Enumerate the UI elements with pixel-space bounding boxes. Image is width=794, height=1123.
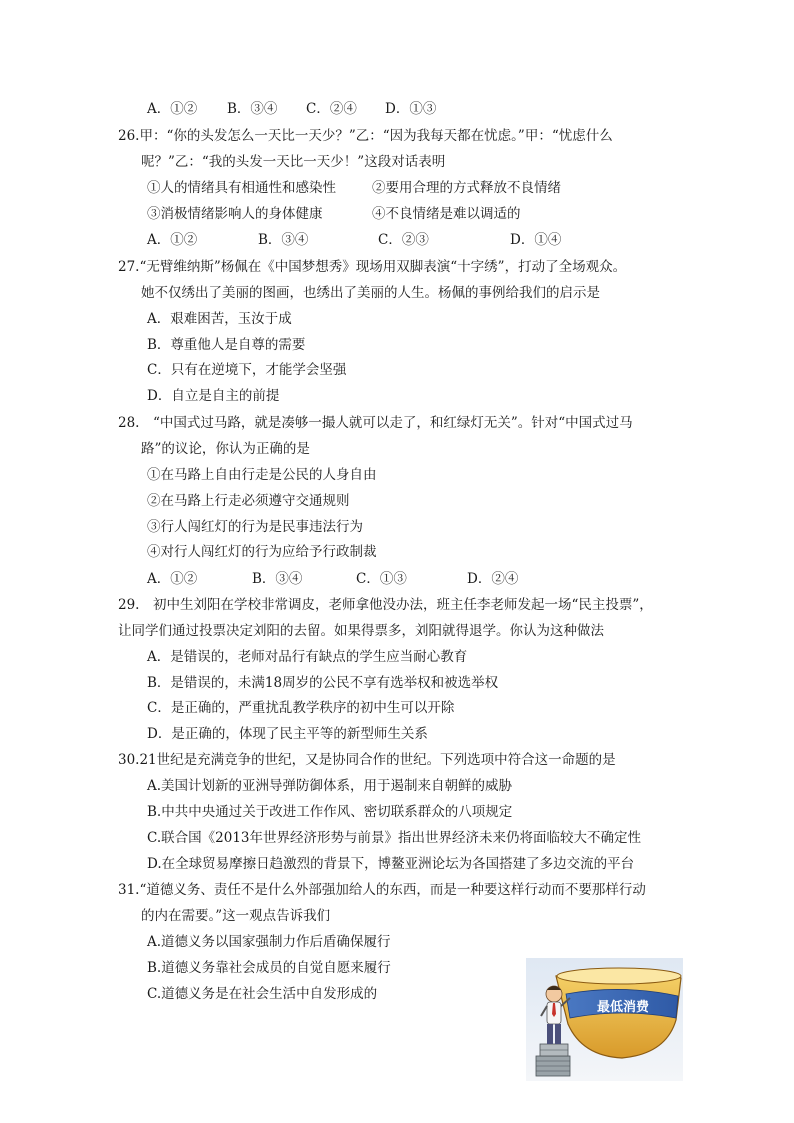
q31-option-c: C.道德义务是在社会生活中自发形成的	[147, 986, 378, 1002]
q27-stem-line1: 27.“无臂维纳斯”杨佩在《中国梦想秀》现场用双脚表演“十字绣”，打动了全场观众。	[118, 259, 627, 275]
q29-option-a: A．是错误的，老师对品行有缺点的学生应当耐心教育	[147, 649, 468, 665]
q28-stem-line2: 路”的议论，你认为正确的是	[141, 441, 310, 457]
q31-stem-line1: 31.“道德义务、责任不是什么外部强加给人的东西，而是一种要这样行动而不要那样行动	[118, 882, 646, 898]
q29-option-c: C．是正确的，严重扰乱教学秩序的初中生可以开除	[147, 700, 455, 716]
q26-statements-row2	[147, 205, 521, 223]
q25-option-c: C．②④	[306, 101, 357, 117]
q27-stem-line2: 她不仅绣出了美丽的图画，也绣出了美丽的人生。杨佩的事例给我们的启示是	[141, 285, 600, 301]
q27-option-c: C．只有在逆境下，才能学会坚强	[147, 362, 347, 378]
q28-statement-2: ②在马路上行走必须遵守交通规则	[147, 493, 350, 509]
q29-stem-line1: 29. 初中生刘阳在学校非常调皮，老师拿他没办法，班主任李老师发起一场“民主投票”，	[118, 597, 653, 613]
q28-stem-line1: 28. “中国式过马路，就是凑够一撮人就可以走了，和红绿灯无关”。针对“中国式过马	[118, 415, 633, 431]
q28-option-d: D．②④	[467, 571, 519, 587]
q28-statement-4: ④对行人闯红灯的行为应给予行政制裁	[147, 544, 377, 560]
q26-statements-row1	[147, 179, 561, 197]
q27-option-b: B．尊重他人是自尊的需要	[147, 337, 306, 353]
q28-statement-3: ③行人闯红灯的行为是民事违法行为	[147, 519, 363, 535]
q25-option-a: A．①②	[147, 101, 198, 117]
q31-option-b: B.道德义务靠社会成员的自觉自愿来履行	[147, 960, 391, 976]
q28-option-c: C．①③	[356, 571, 407, 587]
q26-statement-1: ①人的情绪具有相通性和感染性	[147, 180, 336, 196]
q31-stem-line2: 的内在需要。”这一观点告诉我们	[141, 908, 331, 924]
q27-option-d: D．自立是自主的前提	[147, 388, 280, 404]
q27-option-a: A．艰难困苦，玉汝于成	[147, 311, 292, 327]
q29-stem-line2: 让同学们通过投票决定刘阳的去留。如果得票多，刘阳就得退学。你认为这种做法	[118, 623, 604, 639]
q30-option-b: B.中共中央通过关于改进工作作风、密切联系群众的八项规定	[147, 804, 513, 820]
q30-option-a: A.美国计划新的亚洲导弹防御体系，用于遏制来自朝鲜的威胁	[147, 778, 513, 794]
bowl-rim	[557, 968, 681, 984]
q29-option-b: B．是错误的，未满18周岁的公民不享有选举权和被选举权	[147, 675, 499, 691]
q26-statement-4: ④不良情绪是难以调适的	[372, 206, 521, 222]
q30-option-c: C.联合国《2013年世界经济形势与前景》指出世界经济未来仍将面临较大不确定性	[147, 830, 641, 846]
q26-options	[147, 231, 561, 249]
q25-option-b: B．③④	[227, 101, 278, 117]
q30-stem: 30.21世纪是充满竞争的世纪，又是协同合作的世纪。下列选项中符合这一命题的是	[118, 752, 616, 768]
q26-option-b: B．③④	[258, 232, 309, 248]
q26-statement-2: ②要用合理的方式释放不良情绪	[372, 180, 561, 196]
q28-statement-1: ①在马路上自由行走是公民的人身自由	[147, 467, 377, 483]
q26-stem-line1: 26.甲：“你的头发怎么一天比一天少？”乙：“因为我每天都在忧虑。”甲：“忧虑什么	[118, 128, 613, 144]
q26-stem-line2: 呢？”乙：“我的头发一天比一天少！”这段对话表明	[141, 154, 446, 170]
bowl-caption: 最低消费	[596, 1000, 650, 1015]
q25-options	[147, 100, 436, 118]
q26-option-c: C．②③	[378, 232, 429, 248]
q29-option-d: D．是正确的，体现了民主平等的新型师生关系	[147, 726, 428, 742]
q28-option-a: A．①②	[147, 571, 198, 587]
q26-option-a: A．①②	[147, 232, 198, 248]
q28-options	[147, 570, 518, 588]
q26-option-d: D．①④	[510, 232, 562, 248]
minimum-consumption-cartoon	[526, 958, 683, 1081]
q28-option-b: B．③④	[252, 571, 303, 587]
q25-option-d: D．①③	[385, 101, 437, 117]
q26-statement-3: ③消极情绪影响人的身体健康	[147, 206, 323, 222]
q31-option-a: A.道德义务以国家强制力作后盾确保履行	[147, 934, 391, 950]
q30-option-d: D.在全球贸易摩擦日趋激烈的背景下，博鳌亚洲论坛为各国搭建了多边交流的平台	[147, 856, 635, 872]
